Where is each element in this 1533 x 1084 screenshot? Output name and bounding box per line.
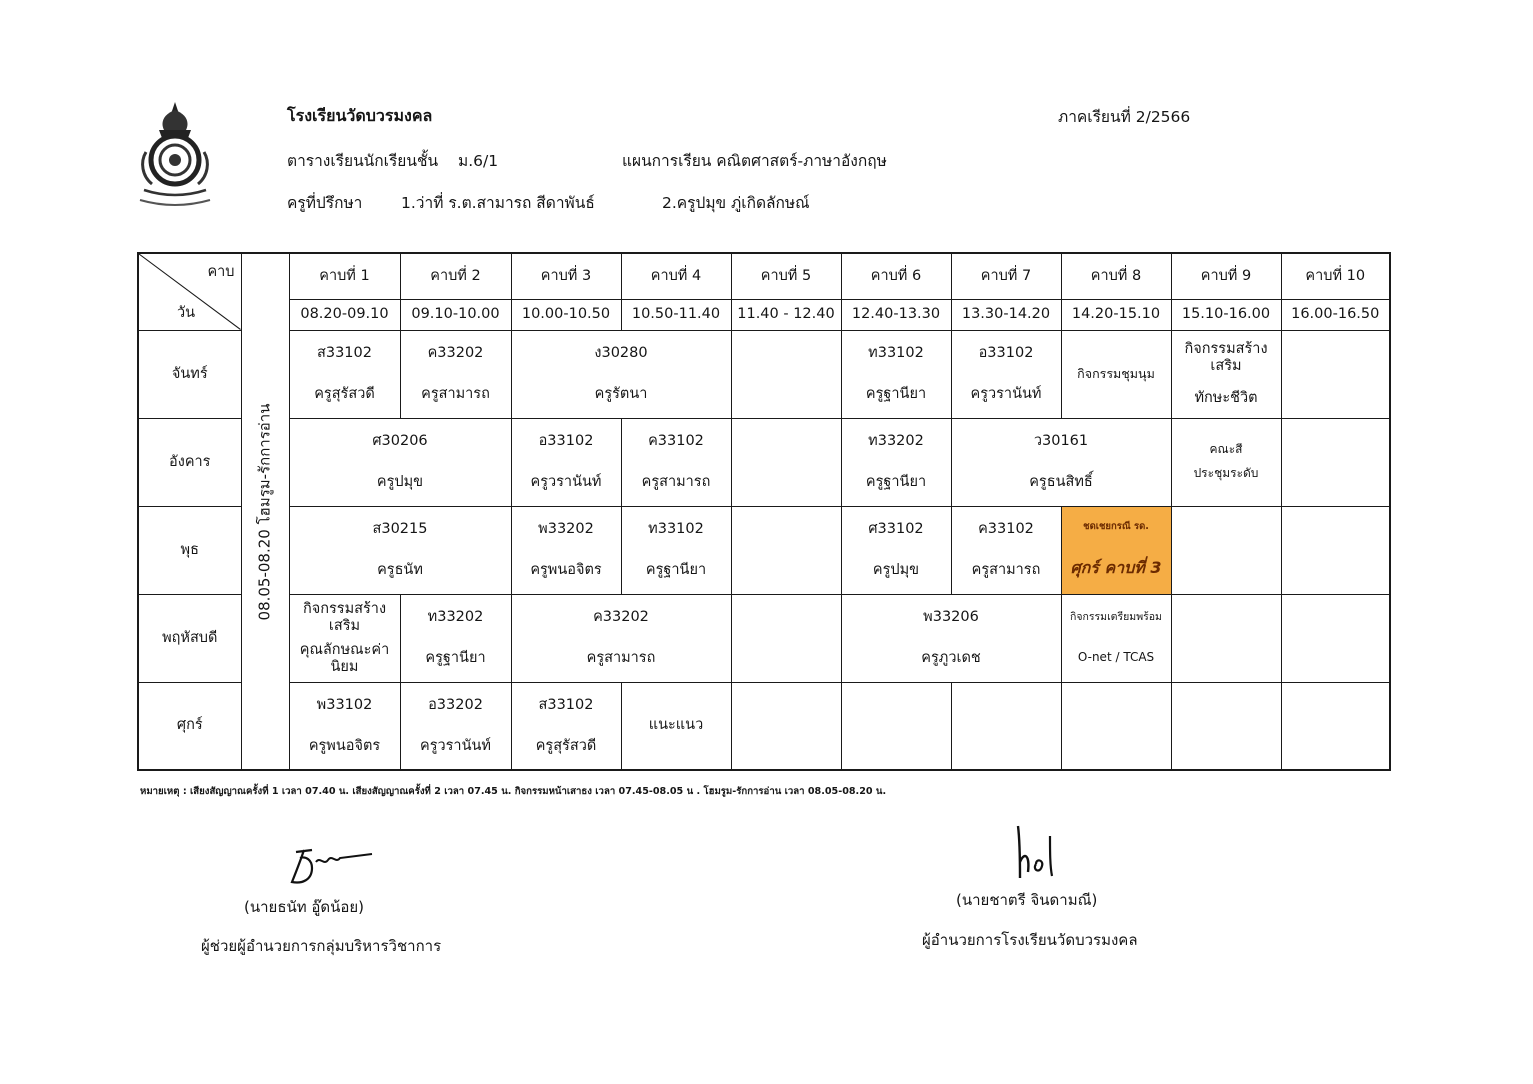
right-signer-name: (นายชาตรี จินดามณี): [956, 891, 1098, 909]
study-plan: แผนการเรียน คณิตศาสตร์-ภาษาอังกฤษ: [622, 152, 887, 170]
period-time: 13.30-14.20: [951, 299, 1061, 330]
subject-code: พ33102: [316, 696, 373, 713]
empty-cell: [1281, 330, 1390, 418]
empty-cell: [1171, 594, 1281, 682]
advisor-1: 1.ว่าที่ ร.ต.สามารถ สีดาพันธ์: [401, 194, 595, 212]
teacher-name: ครูวรานันท์: [420, 737, 491, 754]
subject-code: ท33102: [868, 345, 924, 362]
activity-cell: [289, 594, 400, 682]
corner-cell: [138, 253, 241, 330]
empty-cell: [1281, 418, 1390, 506]
period-time: 15.10-16.00: [1171, 299, 1281, 330]
class-label: ตารางเรียนนักเรียนชั้น: [287, 152, 439, 170]
period-time: 08.20-09.10: [289, 299, 400, 330]
subject-code: ค33102: [978, 521, 1034, 538]
empty-cell: [951, 682, 1061, 770]
teacher-name: ครูปมุข: [872, 562, 920, 579]
class-cell: [621, 506, 731, 594]
subject-code: ส33102: [538, 696, 594, 713]
subject-code: อ33102: [978, 345, 1034, 362]
left-signer-position: ผู้ช่วยผู้อำนวยการกลุ่มบริหารวิชาการ: [201, 937, 442, 955]
period-header: คาบที่ 7: [951, 253, 1061, 299]
class-cell: [511, 418, 621, 506]
activity-cell: [1171, 330, 1281, 418]
left-signer-name: (นายธนัท อู๊ดน้อย): [244, 898, 365, 916]
period-header: คาบที่ 3: [511, 253, 621, 299]
period-time: 16.00-16.50: [1281, 299, 1390, 330]
activity-line: กิจกรรมสร้างเสริม: [1184, 340, 1268, 374]
day-label-friday: ศุกร์: [138, 682, 241, 770]
empty-cell: [731, 330, 841, 418]
class-cell: [621, 418, 731, 506]
class-cell: [289, 506, 511, 594]
teacher-name: ครูธนัท: [377, 562, 423, 579]
empty-cell: [731, 418, 841, 506]
activity-line: กิจกรรมเตรียมพร้อม: [1070, 611, 1162, 624]
period-header: คาบที่ 5: [731, 253, 841, 299]
subject-code: ค33102: [648, 433, 704, 450]
empty-cell: [1281, 594, 1390, 682]
empty-cell: [1061, 682, 1171, 770]
period-time: 11.40 - 12.40: [731, 299, 841, 330]
class-cell: [511, 506, 621, 594]
signature-right: [1012, 822, 1064, 882]
activity-line: กิจกรรมสร้างเสริม: [302, 600, 387, 634]
term-label: ภาคเรียนที่ 2/2566: [1058, 108, 1191, 126]
school-name: โรงเรียนวัดบวรมงคล: [287, 106, 433, 125]
class-cell: [400, 330, 511, 418]
empty-cell: [731, 594, 841, 682]
activity-cell: [1061, 594, 1171, 682]
homeroom-label: 08.05-08.20 โฮมรูม-รักการอ่าน: [255, 403, 274, 620]
subject-code: ง30280: [594, 345, 648, 362]
day-label-tuesday: อังคาร: [138, 418, 241, 506]
teacher-name: ครูสุรัสวดี: [535, 737, 597, 754]
period-time: 10.50-11.40: [621, 299, 731, 330]
activity-line: O-net / TCAS: [1077, 650, 1155, 665]
right-signer-position: ผู้อำนวยการโรงเรียนวัดบวรมงคล: [922, 931, 1138, 949]
homeroom-column: [241, 253, 289, 770]
activity-line: คุณลักษณะค่านิยม: [299, 641, 390, 675]
footnote: หมายเหตุ : เสียงสัญญาณครั้งที่ 1 เวลา 07.40 น. เสียงสัญญาณครั้งที่ 2 เวลา 07.45 น. กิจกรรมหน้าเสาธง เวลา 07.45-08.05 น . โฮมรูม-รักการอ่าน เวลา 08.05-08.20 น.: [140, 786, 887, 797]
period-header: คาบที่ 8: [1061, 253, 1171, 299]
teacher-name: ครูฐานียา: [645, 562, 707, 579]
class-value: ม.6/1: [458, 152, 499, 170]
empty-cell: [731, 506, 841, 594]
period-header: คาบที่ 2: [400, 253, 511, 299]
advisor-label: ครูที่ปรึกษา: [287, 194, 363, 212]
class-cell: [951, 330, 1061, 418]
teacher-name: ครูธนสิทธิ์: [1029, 474, 1093, 491]
period-header: คาบที่ 1: [289, 253, 400, 299]
activity-line: ทักษะชีวิต: [1194, 390, 1258, 407]
subject-code: ศ33102: [868, 521, 924, 538]
teacher-name: ครูสามารถ: [421, 386, 490, 403]
empty-cell: [841, 682, 951, 770]
activity-line: คณะสี: [1209, 442, 1243, 457]
teacher-name: ครูสุรัสวดี: [314, 386, 375, 403]
teacher-name: ครูสามารถ: [586, 650, 656, 667]
makeup-class-cell: [1061, 506, 1171, 594]
day-label-wednesday: พุธ: [138, 506, 241, 594]
day-label-monday: จันทร์: [138, 330, 241, 418]
empty-cell: [1281, 506, 1390, 594]
class-cell: [400, 682, 511, 770]
teacher-name: ครูรัตนา: [594, 386, 648, 403]
class-cell: [841, 330, 951, 418]
class-cell: [400, 594, 511, 682]
teacher-name: ครูฐานียา: [865, 386, 927, 403]
subject-code: ค33202: [593, 609, 649, 626]
day-label-thursday: พฤหัสบดี: [138, 594, 241, 682]
subject-code: ว30161: [1033, 433, 1089, 450]
teacher-name: ครูพนอจิตร: [308, 737, 381, 754]
empty-cell: [1171, 506, 1281, 594]
school-logo: [134, 100, 216, 210]
period-header: คาบที่ 9: [1171, 253, 1281, 299]
makeup-note: ชดเชยกรณี รด.: [1083, 521, 1149, 533]
period-header: คาบที่ 10: [1281, 253, 1390, 299]
teacher-name: ครูภูวเดช: [921, 650, 981, 667]
teacher-name: ครูสามารถ: [971, 562, 1041, 579]
subject-code: ท33202: [427, 609, 484, 626]
class-cell: [511, 330, 731, 418]
class-cell: [289, 330, 400, 418]
empty-cell: [1171, 682, 1281, 770]
subject-code: ส33102: [317, 345, 372, 362]
period-time: 14.20-15.10: [1061, 299, 1171, 330]
period-time: 12.40-13.30: [841, 299, 951, 330]
teacher-name: ครูวรานันท์: [530, 474, 602, 491]
timetable: [137, 252, 1391, 771]
subject-code: ท33102: [648, 521, 704, 538]
subject-code: พ33202: [538, 521, 594, 538]
advisor-2: 2.ครูปมุข ภู่เกิดลักษณ์: [662, 194, 810, 212]
teacher-name: ครูปมุข: [376, 474, 424, 491]
activity-cell: [1171, 418, 1281, 506]
corner-day-label: วัน: [177, 304, 196, 321]
activity-cell: กิจกรรมชุมนุม: [1061, 330, 1171, 418]
corner-period-label: คาบ: [207, 264, 235, 280]
period-time: 09.10-10.00: [400, 299, 511, 330]
subject-code: ส30215: [372, 521, 428, 538]
class-cell: [511, 682, 621, 770]
period-header: คาบที่ 6: [841, 253, 951, 299]
subject-code: ท33202: [868, 433, 924, 450]
class-cell: [289, 682, 400, 770]
class-cell: [951, 506, 1061, 594]
teacher-name: ครูสามารถ: [641, 474, 711, 491]
teacher-name: ครูวรานันท์: [970, 386, 1042, 403]
period-time: 10.00-10.50: [511, 299, 621, 330]
makeup-period: ศุกร์ คาบที่ 3: [1070, 558, 1162, 578]
subject-code: พ33206: [923, 609, 979, 626]
subject-code: อ33202: [428, 696, 483, 713]
activity-cell: แนะแนว: [621, 682, 731, 770]
activity-line: ประชุมระดับ: [1193, 466, 1259, 480]
class-cell: [841, 594, 1061, 682]
class-cell: [841, 506, 951, 594]
class-cell: [951, 418, 1171, 506]
class-cell: [289, 418, 511, 506]
period-header: คาบที่ 4: [621, 253, 731, 299]
subject-code: อ33102: [538, 433, 594, 450]
class-cell: [511, 594, 731, 682]
signature-left: [282, 842, 378, 888]
subject-code: ค33202: [427, 345, 484, 362]
teacher-name: ครูฐานียา: [425, 650, 486, 667]
class-cell: [841, 418, 951, 506]
subject-code: ศ30206: [372, 433, 428, 450]
teacher-name: ครูพนอจิตร: [530, 562, 602, 579]
empty-cell: [731, 682, 841, 770]
teacher-name: ครูฐานียา: [865, 474, 927, 491]
empty-cell: [1281, 682, 1390, 770]
